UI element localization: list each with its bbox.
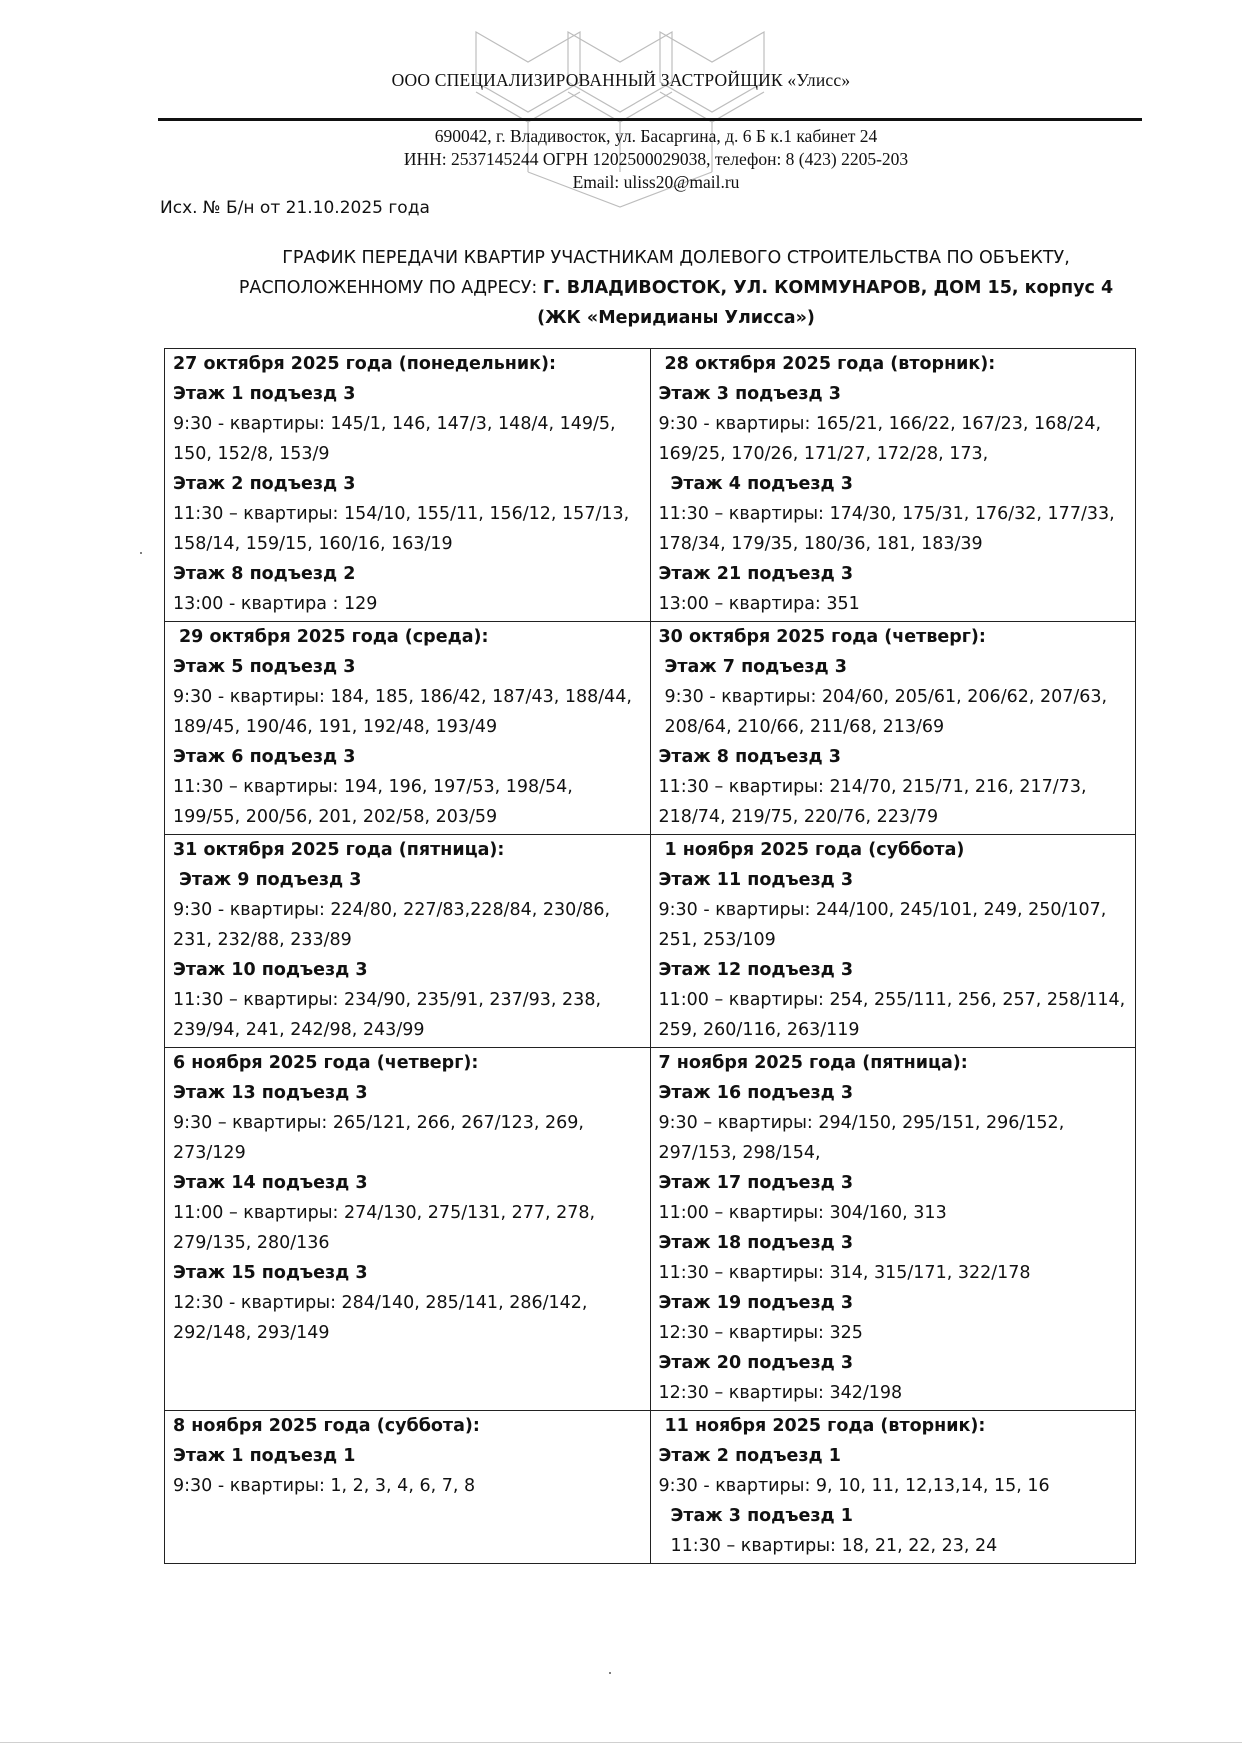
time-apartments: 9:30 - квартиры: 244/100, 245/101, 249, 250/107, 251, 253/109 — [658, 900, 1107, 950]
title-line-3 — [0, 303, 1242, 333]
time-apartments: 9:30 - квартиры: 1, 2, 3, 4, 6, 7, 8 — [173, 1476, 476, 1496]
schedule-date: 8 ноября 2025 года (суббота): — [173, 1416, 480, 1436]
schedule-cell — [650, 835, 1136, 1048]
floor-entrance: Этаж 16 подъезд 3 — [658, 1083, 854, 1103]
schedule-row — [165, 1048, 1136, 1411]
floor-entrance: Этаж 13 подъезд 3 — [173, 1083, 368, 1103]
schedule-cell — [165, 835, 651, 1048]
company-contacts — [0, 125, 1242, 194]
floor-entrance: Этаж 5 подъезд 3 — [173, 657, 356, 677]
scan-edge-line — [0, 1742, 1242, 1743]
floor-entrance: Этаж 3 подъезд 1 — [670, 1506, 853, 1526]
floor-entrance: Этаж 8 подъезд 2 — [173, 564, 356, 584]
floor-entrance: Этаж 2 подъезд 3 — [173, 474, 356, 494]
time-apartments: 11:30 – квартиры: 194, 196, 197/53, 198/54, 199/55, 200/56, 201, 202/58, 203/59 — [173, 777, 573, 827]
schedule-date: 29 октября 2025 года (среда): — [179, 627, 489, 647]
schedule-date: 11 ноября 2025 года (вторник): — [664, 1416, 986, 1436]
schedule-row — [165, 1411, 1136, 1564]
floor-entrance: Этаж 10 подъезд 3 — [173, 960, 368, 980]
schedule-date: 28 октября 2025 года (вторник): — [664, 354, 996, 374]
schedule-cell — [165, 1048, 651, 1411]
title-line-1: ГРАФИК ПЕРЕДАЧИ КВАРТИР УЧАСТНИКАМ ДОЛЕВОГО СТРОИТЕЛЬСТВА ПО ОБЪЕКТУ, — [282, 248, 1070, 268]
schedule-cell — [165, 349, 651, 622]
scan-speck — [140, 552, 142, 554]
floor-entrance: Этаж 18 подъезд 3 — [658, 1233, 854, 1253]
floor-entrance: Этаж 9 подъезд 3 — [179, 870, 362, 890]
time-apartments: 11:30 – квартиры: 234/90, 235/91, 237/93, 238, 239/94, 241, 242/98, 243/99 — [173, 990, 602, 1040]
handover-schedule-table — [164, 348, 1136, 1564]
time-apartments: 11:30 – квартиры: 214/70, 215/71, 216, 217/73, 218/74, 219/75, 220/76, 223/79 — [658, 777, 1087, 827]
schedule-row — [165, 835, 1136, 1048]
floor-entrance: Этаж 12 подъезд 3 — [658, 960, 854, 980]
floor-entrance: Этаж 6 подъезд 3 — [173, 747, 356, 767]
time-apartments: 13:00 – квартира: 351 — [658, 594, 860, 614]
company-email: Email: uliss20@mail.ru — [572, 172, 740, 192]
floor-entrance: Этаж 3 подъезд 3 — [658, 384, 841, 404]
company-address: 690042, г. Владивосток, ул. Басаргина, д. 6 Б к.1 кабинет 24 — [434, 126, 878, 146]
floor-entrance: Этаж 1 подъезд 1 — [173, 1446, 356, 1466]
floor-entrance: Этаж 20 подъезд 3 — [658, 1353, 854, 1373]
time-apartments: 12:30 – квартиры: 342/198 — [658, 1383, 903, 1403]
floor-entrance: Этаж 1 подъезд 3 — [173, 384, 356, 404]
time-apartments: 9:30 – квартиры: 265/121, 266, 267/123, 269, 273/129 — [173, 1113, 584, 1163]
time-apartments: 9:30 - квартиры: 9, 10, 11, 12,13,14, 15, 16 — [658, 1476, 1050, 1496]
time-apartments: 11:00 – квартиры: 274/130, 275/131, 277, 278, 279/135, 280/136 — [173, 1203, 596, 1253]
title-address-label: РАСПОЛОЖЕННОМУ ПО АДРЕСУ: — [238, 278, 543, 298]
time-apartments: 11:00 – квартиры: 254, 255/111, 256, 257, 258/114, 259, 260/116, 263/119 — [658, 990, 1126, 1040]
time-apartments: 9:30 - квартиры: 224/80, 227/83,228/84, 230/86, 231, 232/88, 233/89 — [173, 900, 611, 950]
schedule-cell — [650, 349, 1136, 622]
outgoing-number: Исх. № Б/н от 21.10.2025 года — [160, 198, 430, 218]
floor-entrance: Этаж 4 подъезд 3 — [670, 474, 853, 494]
company-registration: ИНН: 2537145244 ОГРН 1202500029038, телефон: 8 (423) 2205-203 — [403, 149, 909, 169]
floor-entrance: Этаж 2 подъезд 1 — [658, 1446, 841, 1466]
time-apartments: 9:30 - квартиры: 145/1, 146, 147/3, 148/4, 149/5, 150, 152/8, 153/9 — [173, 414, 616, 464]
schedule-date: 31 октября 2025 года (пятница): — [173, 840, 505, 860]
schedule-date: 7 ноября 2025 года (пятница): — [658, 1053, 968, 1073]
time-apartments: 9:30 - квартиры: 184, 185, 186/42, 187/43, 188/44, 189/45, 190/46, 191, 192/48, 193/49 — [173, 687, 632, 737]
time-apartments: 11:30 – квартиры: 174/30, 175/31, 176/32, 177/33, 178/34, 179/35, 180/36, 181, 183/39 — [658, 504, 1115, 554]
floor-entrance: Этаж 7 подъезд 3 — [664, 657, 847, 677]
schedule-date: 30 октября 2025 года (четверг): — [658, 627, 986, 647]
company-name: ООО СПЕЦИАЛИЗИРОВАННЫЙ ЗАСТРОЙЩИК «Улисс» — [391, 70, 851, 90]
floor-entrance: Этаж 15 подъезд 3 — [173, 1263, 368, 1283]
floor-entrance: Этаж 19 подъезд 3 — [658, 1293, 854, 1313]
floor-entrance: Этаж 11 подъезд 3 — [658, 870, 854, 890]
title-line-2 — [0, 273, 1242, 303]
floor-entrance: Этаж 17 подъезд 3 — [658, 1173, 854, 1193]
schedule-cell — [165, 622, 651, 835]
time-apartments: 9:30 - квартиры: 165/21, 166/22, 167/23, 168/24, 169/25, 170/26, 171/27, 172/28, 173, — [658, 414, 1102, 464]
schedule-cell — [650, 1411, 1136, 1564]
time-apartments: 11:00 – квартиры: 304/160, 313 — [658, 1203, 947, 1223]
floor-entrance: Этаж 14 подъезд 3 — [173, 1173, 368, 1193]
floor-entrance: Этаж 21 подъезд 3 — [658, 564, 854, 584]
schedule-row — [165, 349, 1136, 622]
time-apartments: 12:30 - квартиры: 284/140, 285/141, 286/142, 292/148, 293/149 — [173, 1293, 588, 1343]
schedule-cell — [650, 1048, 1136, 1411]
schedule-cell — [650, 622, 1136, 835]
floor-entrance: Этаж 8 подъезд 3 — [658, 747, 841, 767]
title-complex-name: (ЖК «Меридианы Улисса») — [537, 308, 815, 328]
time-apartments: 13:00 - квартира : 129 — [173, 594, 378, 614]
schedule-cell — [165, 1411, 651, 1564]
scan-speck — [609, 1672, 611, 1674]
letterhead-divider — [158, 118, 1142, 121]
schedule-date: 27 октября 2025 года (понедельник): — [173, 354, 556, 374]
schedule-date: 6 ноября 2025 года (четверг): — [173, 1053, 479, 1073]
schedule-date: 1 ноября 2025 года (суббота) — [664, 840, 965, 860]
time-apartments: 9:30 - квартиры: 204/60, 205/61, 206/62, 207/63, 208/64, 210/66, 211/68, 213/69 — [664, 687, 1108, 737]
time-apartments: 12:30 – квартиры: 325 — [658, 1323, 863, 1343]
time-apartments: 11:30 – квартиры: 18, 21, 22, 23, 24 — [670, 1536, 998, 1556]
document-title — [0, 243, 1242, 333]
schedule-row — [165, 622, 1136, 835]
time-apartments: 11:30 – квартиры: 154/10, 155/11, 156/12, 157/13, 158/14, 159/15, 160/16, 163/19 — [173, 504, 630, 554]
time-apartments: 9:30 – квартиры: 294/150, 295/151, 296/152, 297/153, 298/154, — [658, 1113, 1065, 1163]
title-address: Г. ВЛАДИВОСТОК, УЛ. КОММУНАРОВ, ДОМ 15, корпус 4 — [542, 278, 1114, 298]
time-apartments: 11:30 – квартиры: 314, 315/171, 322/178 — [658, 1263, 1031, 1283]
